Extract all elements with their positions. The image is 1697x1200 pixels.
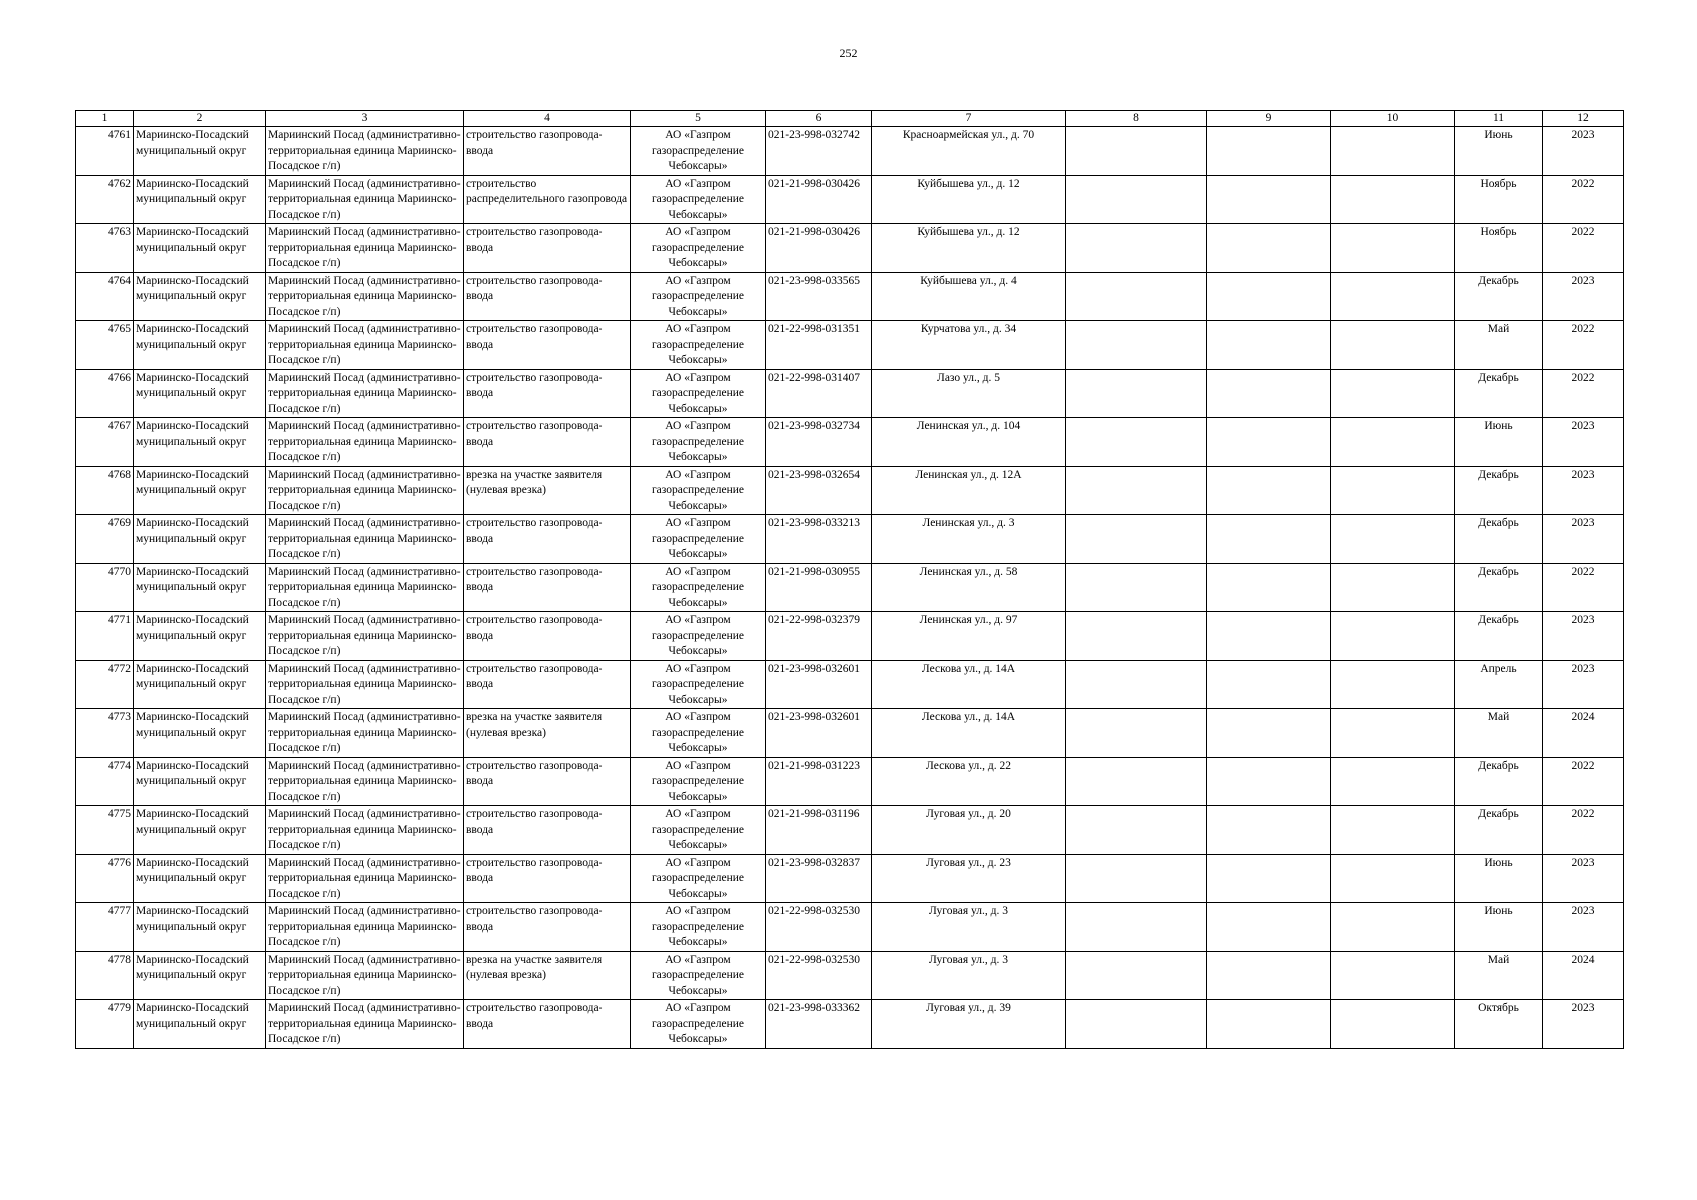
table-body — [76, 127, 1624, 1049]
year-cell: 2022 — [1543, 806, 1624, 855]
month-cell: Май — [1455, 321, 1543, 370]
column-10-cell — [1331, 175, 1455, 224]
address-cell: Луговая ул., д. 23 — [872, 854, 1066, 903]
column-9-cell — [1207, 951, 1331, 1000]
district-cell: Мариинско-Посадский муниципальный округ — [134, 1000, 266, 1049]
column-10-cell — [1331, 418, 1455, 467]
column-8-cell — [1066, 272, 1207, 321]
address-cell: Красноармейская ул., д. 70 — [872, 127, 1066, 176]
month-cell: Ноябрь — [1455, 175, 1543, 224]
row-number: 4771 — [76, 612, 134, 661]
column-header: 7 — [872, 111, 1066, 127]
object-code-cell: 021-21-998-030426 — [766, 224, 872, 273]
object-code-cell: 021-23-998-032734 — [766, 418, 872, 467]
month-cell: Июнь — [1455, 854, 1543, 903]
row-number: 4762 — [76, 175, 134, 224]
contractor-cell: АО «Газпром газораспределение Чебоксары» — [631, 903, 766, 952]
work-type-cell: строительство распределительного газопровода — [464, 175, 631, 224]
column-8-cell — [1066, 806, 1207, 855]
work-type-cell: строительство газопровода-ввода — [464, 903, 631, 952]
year-cell: 2022 — [1543, 175, 1624, 224]
column-header: 10 — [1331, 111, 1455, 127]
contractor-cell: АО «Газпром газораспределение Чебоксары» — [631, 175, 766, 224]
address-cell: Ленинская ул., д. 104 — [872, 418, 1066, 467]
settlement-cell: Мариинский Посад (административно-территориальная единица Мариинско-Посадское г/п) — [266, 854, 464, 903]
object-code-cell: 021-23-998-033362 — [766, 1000, 872, 1049]
work-type-cell: строительство газопровода-ввода — [464, 1000, 631, 1049]
table-header — [76, 111, 1624, 127]
year-cell: 2024 — [1543, 951, 1624, 1000]
column-8-cell — [1066, 612, 1207, 661]
year-cell: 2023 — [1543, 612, 1624, 661]
district-cell: Мариинско-Посадский муниципальный округ — [134, 127, 266, 176]
column-8-cell — [1066, 418, 1207, 467]
work-type-cell: строительство газопровода-ввода — [464, 369, 631, 418]
settlement-cell: Мариинский Посад (административно-территориальная единица Мариинско-Посадское г/п) — [266, 369, 464, 418]
table-row — [76, 660, 1624, 709]
column-header: 11 — [1455, 111, 1543, 127]
year-cell: 2023 — [1543, 660, 1624, 709]
month-cell: Декабрь — [1455, 466, 1543, 515]
contractor-cell: АО «Газпром газораспределение Чебоксары» — [631, 757, 766, 806]
row-number: 4761 — [76, 127, 134, 176]
row-number: 4779 — [76, 1000, 134, 1049]
month-cell: Июнь — [1455, 418, 1543, 467]
settlement-cell: Мариинский Посад (административно-территориальная единица Мариинско-Посадское г/п) — [266, 660, 464, 709]
contractor-cell: АО «Газпром газораспределение Чебоксары» — [631, 806, 766, 855]
object-code-cell: 021-22-998-031407 — [766, 369, 872, 418]
row-number: 4769 — [76, 515, 134, 564]
year-cell: 2023 — [1543, 903, 1624, 952]
month-cell: Май — [1455, 951, 1543, 1000]
month-cell: Октябрь — [1455, 1000, 1543, 1049]
column-header: 5 — [631, 111, 766, 127]
column-8-cell — [1066, 127, 1207, 176]
contractor-cell: АО «Газпром газораспределение Чебоксары» — [631, 515, 766, 564]
settlement-cell: Мариинский Посад (административно-территориальная единица Мариинско-Посадское г/п) — [266, 272, 464, 321]
table-row — [76, 709, 1624, 758]
column-8-cell — [1066, 903, 1207, 952]
year-cell: 2023 — [1543, 515, 1624, 564]
column-10-cell — [1331, 806, 1455, 855]
column-header: 4 — [464, 111, 631, 127]
year-cell: 2024 — [1543, 709, 1624, 758]
column-10-cell — [1331, 757, 1455, 806]
object-code-cell: 021-22-998-031351 — [766, 321, 872, 370]
column-8-cell — [1066, 757, 1207, 806]
column-9-cell — [1207, 224, 1331, 273]
address-cell: Куйбышева ул., д. 12 — [872, 175, 1066, 224]
column-8-cell — [1066, 321, 1207, 370]
month-cell: Апрель — [1455, 660, 1543, 709]
row-number: 4773 — [76, 709, 134, 758]
column-9-cell — [1207, 321, 1331, 370]
district-cell: Мариинско-Посадский муниципальный округ — [134, 418, 266, 467]
column-9-cell — [1207, 515, 1331, 564]
month-cell: Декабрь — [1455, 757, 1543, 806]
column-10-cell — [1331, 612, 1455, 661]
column-10-cell — [1331, 854, 1455, 903]
address-cell: Луговая ул., д. 39 — [872, 1000, 1066, 1049]
column-8-cell — [1066, 466, 1207, 515]
column-9-cell — [1207, 660, 1331, 709]
header-row — [76, 111, 1624, 127]
address-cell: Ленинская ул., д. 3 — [872, 515, 1066, 564]
year-cell: 2022 — [1543, 224, 1624, 273]
district-cell: Мариинско-Посадский муниципальный округ — [134, 175, 266, 224]
column-8-cell — [1066, 951, 1207, 1000]
column-10-cell — [1331, 466, 1455, 515]
column-9-cell — [1207, 175, 1331, 224]
column-header: 12 — [1543, 111, 1624, 127]
year-cell: 2023 — [1543, 418, 1624, 467]
column-9-cell — [1207, 272, 1331, 321]
table-row — [76, 612, 1624, 661]
contractor-cell: АО «Газпром газораспределение Чебоксары» — [631, 224, 766, 273]
table-row — [76, 127, 1624, 176]
work-type-cell: строительство газопровода-ввода — [464, 321, 631, 370]
table-row — [76, 854, 1624, 903]
object-code-cell: 021-21-998-030955 — [766, 563, 872, 612]
settlement-cell: Мариинский Посад (административно-территориальная единица Мариинско-Посадское г/п) — [266, 709, 464, 758]
address-cell: Лескова ул., д. 14А — [872, 709, 1066, 758]
settlement-cell: Мариинский Посад (административно-территориальная единица Мариинско-Посадское г/п) — [266, 127, 464, 176]
row-number: 4774 — [76, 757, 134, 806]
table-row — [76, 757, 1624, 806]
contractor-cell: АО «Газпром газораспределение Чебоксары» — [631, 854, 766, 903]
column-8-cell — [1066, 1000, 1207, 1049]
settlement-cell: Мариинский Посад (административно-территориальная единица Мариинско-Посадское г/п) — [266, 806, 464, 855]
column-8-cell — [1066, 515, 1207, 564]
contractor-cell: АО «Газпром газораспределение Чебоксары» — [631, 369, 766, 418]
column-9-cell — [1207, 563, 1331, 612]
year-cell: 2023 — [1543, 1000, 1624, 1049]
month-cell: Декабрь — [1455, 806, 1543, 855]
month-cell: Ноябрь — [1455, 224, 1543, 273]
column-10-cell — [1331, 1000, 1455, 1049]
year-cell: 2022 — [1543, 369, 1624, 418]
work-type-cell: врезка на участке заявителя (нулевая врезка) — [464, 466, 631, 515]
settlement-cell: Мариинский Посад (административно-территориальная единица Мариинско-Посадское г/п) — [266, 175, 464, 224]
object-code-cell: 021-21-998-031196 — [766, 806, 872, 855]
district-cell: Мариинско-Посадский муниципальный округ — [134, 612, 266, 661]
work-type-cell: строительство газопровода-ввода — [464, 612, 631, 661]
district-cell: Мариинско-Посадский муниципальный округ — [134, 321, 266, 370]
work-type-cell: строительство газопровода-ввода — [464, 272, 631, 321]
year-cell: 2022 — [1543, 563, 1624, 612]
column-8-cell — [1066, 854, 1207, 903]
contractor-cell: АО «Газпром газораспределение Чебоксары» — [631, 127, 766, 176]
row-number: 4770 — [76, 563, 134, 612]
work-type-cell: строительство газопровода-ввода — [464, 127, 631, 176]
row-number: 4763 — [76, 224, 134, 273]
table-row — [76, 1000, 1624, 1049]
contractor-cell: АО «Газпром газораспределение Чебоксары» — [631, 466, 766, 515]
work-type-cell: строительство газопровода-ввода — [464, 224, 631, 273]
column-9-cell — [1207, 806, 1331, 855]
object-code-cell: 021-22-998-032379 — [766, 612, 872, 661]
address-cell: Куйбышева ул., д. 12 — [872, 224, 1066, 273]
table-row — [76, 224, 1624, 273]
column-header: 1 — [76, 111, 134, 127]
contractor-cell: АО «Газпром газораспределение Чебоксары» — [631, 612, 766, 661]
month-cell: Июнь — [1455, 903, 1543, 952]
object-code-cell: 021-23-998-032654 — [766, 466, 872, 515]
address-cell: Ленинская ул., д. 12А — [872, 466, 1066, 515]
table-row — [76, 563, 1624, 612]
address-cell: Луговая ул., д. 20 — [872, 806, 1066, 855]
column-header: 3 — [266, 111, 464, 127]
contractor-cell: АО «Газпром газораспределение Чебоксары» — [631, 418, 766, 467]
settlement-cell: Мариинский Посад (административно-территориальная единица Мариинско-Посадское г/п) — [266, 612, 464, 661]
settlement-cell: Мариинский Посад (административно-территориальная единица Мариинско-Посадское г/п) — [266, 321, 464, 370]
row-number: 4767 — [76, 418, 134, 467]
table-row — [76, 418, 1624, 467]
settlement-cell: Мариинский Посад (административно-территориальная единица Мариинско-Посадское г/п) — [266, 466, 464, 515]
contractor-cell: АО «Газпром газораспределение Чебоксары» — [631, 321, 766, 370]
address-cell: Лазо ул., д. 5 — [872, 369, 1066, 418]
column-10-cell — [1331, 224, 1455, 273]
address-cell: Луговая ул., д. 3 — [872, 951, 1066, 1000]
object-code-cell: 021-23-998-033213 — [766, 515, 872, 564]
settlement-cell: Мариинский Посад (административно-территориальная единица Мариинско-Посадское г/п) — [266, 418, 464, 467]
work-type-cell: строительство газопровода-ввода — [464, 854, 631, 903]
district-cell: Мариинско-Посадский муниципальный округ — [134, 757, 266, 806]
table-row — [76, 369, 1624, 418]
column-10-cell — [1331, 563, 1455, 612]
address-cell: Курчатова ул., д. 34 — [872, 321, 1066, 370]
contractor-cell: АО «Газпром газораспределение Чебоксары» — [631, 709, 766, 758]
row-number: 4776 — [76, 854, 134, 903]
year-cell: 2023 — [1543, 854, 1624, 903]
district-cell: Мариинско-Посадский муниципальный округ — [134, 272, 266, 321]
column-9-cell — [1207, 854, 1331, 903]
column-9-cell — [1207, 418, 1331, 467]
column-10-cell — [1331, 272, 1455, 321]
settlement-cell: Мариинский Посад (административно-территориальная единица Мариинско-Посадское г/п) — [266, 515, 464, 564]
object-code-cell: 021-23-998-032837 — [766, 854, 872, 903]
work-type-cell: врезка на участке заявителя (нулевая врезка) — [464, 951, 631, 1000]
month-cell: Декабрь — [1455, 369, 1543, 418]
contractor-cell: АО «Газпром газораспределение Чебоксары» — [631, 1000, 766, 1049]
district-cell: Мариинско-Посадский муниципальный округ — [134, 369, 266, 418]
column-8-cell — [1066, 369, 1207, 418]
contractor-cell: АО «Газпром газораспределение Чебоксары» — [631, 951, 766, 1000]
column-9-cell — [1207, 127, 1331, 176]
row-number: 4766 — [76, 369, 134, 418]
work-type-cell: строительство газопровода-ввода — [464, 660, 631, 709]
district-cell: Мариинско-Посадский муниципальный округ — [134, 951, 266, 1000]
year-cell: 2023 — [1543, 466, 1624, 515]
column-10-cell — [1331, 369, 1455, 418]
work-type-cell: строительство газопровода-ввода — [464, 418, 631, 467]
object-code-cell: 021-23-998-032601 — [766, 709, 872, 758]
month-cell: Декабрь — [1455, 563, 1543, 612]
column-header: 6 — [766, 111, 872, 127]
column-8-cell — [1066, 175, 1207, 224]
address-cell: Лескова ул., д. 22 — [872, 757, 1066, 806]
column-9-cell — [1207, 709, 1331, 758]
district-cell: Мариинско-Посадский муниципальный округ — [134, 903, 266, 952]
district-cell: Мариинско-Посадский муниципальный округ — [134, 854, 266, 903]
year-cell: 2023 — [1543, 272, 1624, 321]
row-number: 4775 — [76, 806, 134, 855]
table-row — [76, 321, 1624, 370]
object-code-cell: 021-23-998-032601 — [766, 660, 872, 709]
district-cell: Мариинско-Посадский муниципальный округ — [134, 806, 266, 855]
column-10-cell — [1331, 321, 1455, 370]
settlement-cell: Мариинский Посад (административно-территориальная единица Мариинско-Посадское г/п) — [266, 224, 464, 273]
contractor-cell: АО «Газпром газораспределение Чебоксары» — [631, 272, 766, 321]
object-code-cell: 021-21-998-031223 — [766, 757, 872, 806]
table-row — [76, 903, 1624, 952]
row-number: 4765 — [76, 321, 134, 370]
settlement-cell: Мариинский Посад (административно-территориальная единица Мариинско-Посадское г/п) — [266, 1000, 464, 1049]
table-row — [76, 175, 1624, 224]
row-number: 4772 — [76, 660, 134, 709]
column-header: 8 — [1066, 111, 1207, 127]
column-10-cell — [1331, 709, 1455, 758]
settlement-cell: Мариинский Посад (административно-территориальная единица Мариинско-Посадское г/п) — [266, 757, 464, 806]
work-type-cell: строительство газопровода-ввода — [464, 806, 631, 855]
work-type-cell: врезка на участке заявителя (нулевая врезка) — [464, 709, 631, 758]
column-9-cell — [1207, 1000, 1331, 1049]
month-cell: Май — [1455, 709, 1543, 758]
table-row — [76, 466, 1624, 515]
work-type-cell: строительство газопровода-ввода — [464, 563, 631, 612]
district-cell: Мариинско-Посадский муниципальный округ — [134, 563, 266, 612]
table-row — [76, 951, 1624, 1000]
settlement-cell: Мариинский Посад (административно-территориальная единица Мариинско-Посадское г/п) — [266, 563, 464, 612]
column-9-cell — [1207, 757, 1331, 806]
table-row — [76, 806, 1624, 855]
settlement-cell: Мариинский Посад (административно-территориальная единица Мариинско-Посадское г/п) — [266, 903, 464, 952]
row-number: 4768 — [76, 466, 134, 515]
column-10-cell — [1331, 660, 1455, 709]
object-code-cell: 021-22-998-032530 — [766, 903, 872, 952]
column-10-cell — [1331, 951, 1455, 1000]
month-cell: Декабрь — [1455, 612, 1543, 661]
year-cell: 2022 — [1543, 757, 1624, 806]
column-8-cell — [1066, 709, 1207, 758]
district-cell: Мариинско-Посадский муниципальный округ — [134, 515, 266, 564]
object-code-cell: 021-23-998-033565 — [766, 272, 872, 321]
column-9-cell — [1207, 369, 1331, 418]
contractor-cell: АО «Газпром газораспределение Чебоксары» — [631, 660, 766, 709]
year-cell: 2022 — [1543, 321, 1624, 370]
district-cell: Мариинско-Посадский муниципальный округ — [134, 466, 266, 515]
month-cell: Декабрь — [1455, 272, 1543, 321]
settlement-cell: Мариинский Посад (административно-территориальная единица Мариинско-Посадское г/п) — [266, 951, 464, 1000]
month-cell: Декабрь — [1455, 515, 1543, 564]
row-number: 4778 — [76, 951, 134, 1000]
address-cell: Куйбышева ул., д. 4 — [872, 272, 1066, 321]
month-cell: Июнь — [1455, 127, 1543, 176]
object-code-cell: 021-23-998-032742 — [766, 127, 872, 176]
table-row — [76, 515, 1624, 564]
work-type-cell: строительство газопровода-ввода — [464, 515, 631, 564]
work-type-cell: строительство газопровода-ввода — [464, 757, 631, 806]
column-9-cell — [1207, 466, 1331, 515]
district-cell: Мариинско-Посадский муниципальный округ — [134, 709, 266, 758]
page-number: 252 — [839, 46, 858, 60]
district-cell: Мариинско-Посадский муниципальный округ — [134, 660, 266, 709]
district-cell: Мариинско-Посадский муниципальный округ — [134, 224, 266, 273]
table-row — [76, 272, 1624, 321]
row-number: 4764 — [76, 272, 134, 321]
contractor-cell: АО «Газпром газораспределение Чебоксары» — [631, 563, 766, 612]
object-code-cell: 021-21-998-030426 — [766, 175, 872, 224]
column-9-cell — [1207, 903, 1331, 952]
column-10-cell — [1331, 127, 1455, 176]
column-9-cell — [1207, 612, 1331, 661]
column-8-cell — [1066, 563, 1207, 612]
object-code-cell: 021-22-998-032530 — [766, 951, 872, 1000]
column-header: 9 — [1207, 111, 1331, 127]
address-cell: Лескова ул., д. 14А — [872, 660, 1066, 709]
column-10-cell — [1331, 515, 1455, 564]
column-10-cell — [1331, 903, 1455, 952]
gasification-table — [75, 110, 1624, 1049]
row-number: 4777 — [76, 903, 134, 952]
address-cell: Ленинская ул., д. 97 — [872, 612, 1066, 661]
column-8-cell — [1066, 660, 1207, 709]
year-cell: 2023 — [1543, 127, 1624, 176]
column-8-cell — [1066, 224, 1207, 273]
column-header: 2 — [134, 111, 266, 127]
address-cell: Ленинская ул., д. 58 — [872, 563, 1066, 612]
address-cell: Луговая ул., д. 3 — [872, 903, 1066, 952]
